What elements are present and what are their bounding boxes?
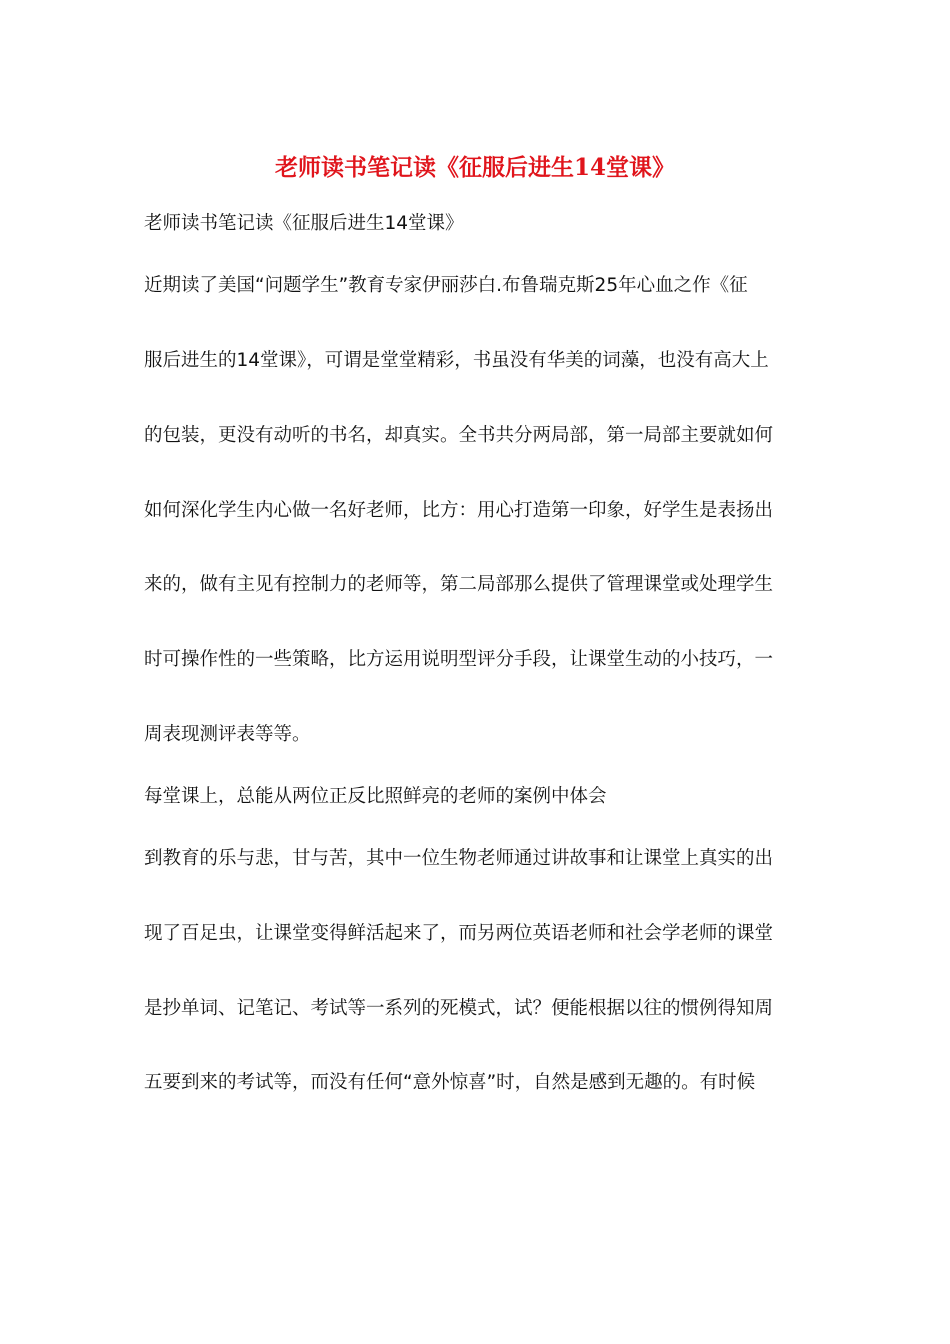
paragraph-line: 来的，做有主见有控制力的老师等，第二局部那么提供了管理课堂或处理学生	[144, 574, 774, 595]
paragraph-line: 五要到来的考试等，而没有任何“意外惊喜”时，自然是感到无趣的。有时候	[144, 1072, 756, 1093]
paragraph-line: 如何深化学生内心做一名好老师，比方：用心打造第一印象，好学生是表扬出	[144, 500, 774, 521]
paragraph-line: 是抄单词、记笔记、考试等一系列的死模式，试？便能根据以往的惯例得知周	[144, 998, 774, 1019]
paragraph-line: 每堂课上，总能从两位正反比照鲜亮的老师的案例中体会	[144, 786, 607, 807]
paragraph-line: 老师读书笔记读《征服后进生14堂课》	[144, 213, 464, 234]
paragraph-line: 现了百足虫，让课堂变得鲜活起来了，而另两位英语老师和社会学老师的课堂	[144, 923, 774, 944]
paragraph-line: 到教育的乐与悲，甘与苦，其中一位生物老师通过讲故事和让课堂上真实的出	[144, 848, 774, 869]
paragraph-line: 的包装，更没有动听的书名，却真实。全书共分两局部，第一局部主要就如何	[144, 425, 774, 446]
paragraph-line: 服后进生的14堂课》，可谓是堂堂精彩，书虽没有华美的词藻，也没有高大上	[144, 350, 769, 371]
document-title: 老师读书笔记读《征服后进生14堂课》	[274, 154, 675, 181]
paragraph-line: 时可操作性的一些策略，比方运用说明型评分手段，让课堂生动的小技巧，一	[144, 649, 774, 670]
paragraph-line: 周表现测评表等等。	[144, 724, 311, 745]
paragraph-line: 近期读了美国“问题学生”教育专家伊丽莎白.布鲁瑞克斯25年心血之作《征	[144, 275, 748, 296]
